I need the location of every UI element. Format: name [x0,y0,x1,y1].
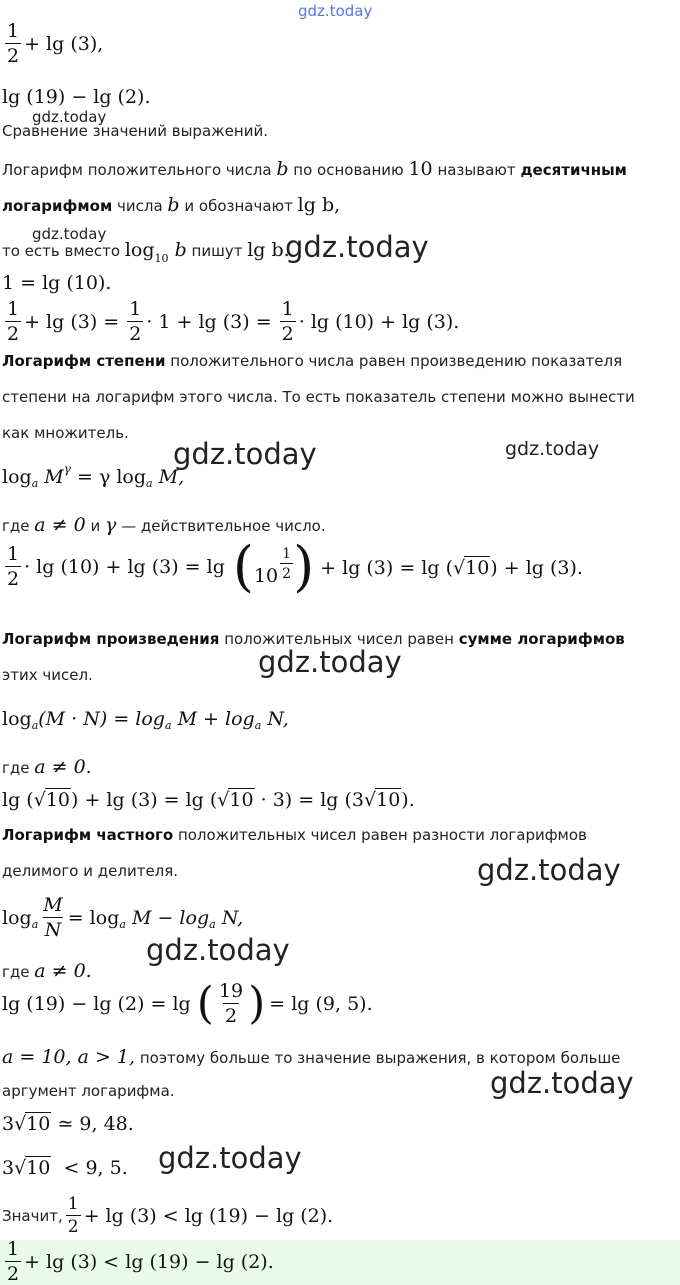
condition-line: где a ≠ 0 и γ — действительное число. [2,514,326,536]
definition-line-2: логарифмом числа b и обозначают lg b, [2,194,341,216]
watermark: gdz.today [158,1141,302,1175]
product-rule-formula: log a (M · N) = log a M + log a N, [2,708,289,732]
quotient-applied-equation: lg (19) − lg (2) = lg ( $\frac{19}{2}$ ) = lg (9, 5). [2,978,373,1029]
power-rule-line-2: степени на логарифм этого числа. То есть показатель степени можно вынести [2,388,635,406]
expression-1: $\frac{1}{2}$ + lg (3), [7,20,104,67]
condition-a-1: где a ≠ 0. [2,756,92,778]
product-applied-equation: lg (√10) + lg (3) = lg (√10 · 3) = lg (3√10). [2,789,415,811]
definition-line-3: то есть вместо $\log_{10} b$ пишут lg b. [2,239,290,265]
watermark: gdz.today [285,230,429,264]
base-comparison-line-1: a = 10, a > 1, поэтому больше то значение выражения, в котором больше [2,1046,621,1068]
power-applied-equation: $\frac{1}{2}$ · lg (10) + lg (3) = lg ( 10 $\frac{1}{2}$ ) + lg (3) = lg (√10) + lg (3). [7,535,583,598]
expression-2: lg (19) − lg (2). [2,86,151,108]
compare-line: 3 √ 10 < 9, 5. [2,1156,128,1179]
quotient-rule-formula: log a $\frac{M}{N}$ = log a M − log a N, [2,894,244,941]
product-rule-line-2: этих чисел. [2,666,93,684]
watermark: gdz.today [146,933,290,967]
conclusion-line: Значит, $\frac{1}{2}$ + lg (3) < lg (19) − lg (2). [2,1194,334,1237]
approx-line: 3 √ 10 ≃ 9, 48. [2,1112,134,1135]
watermark: gdz.today [505,438,600,460]
final-answer: $\frac{1}{2}$ + lg (3) < lg (19) − lg (2). [7,1238,274,1285]
equation-one: 1 = lg (10). [2,272,112,294]
definition-line-1: Логарифм положительного числа b по основанию 10 называют десятичным [2,158,627,180]
transform-equation: $\frac{1}{2}$ + lg (3) = $\frac{1}{2}$ · 1 + lg (3) = $\frac{1}{2}$ · lg (10) + lg (3). [7,298,460,345]
quotient-rule-line-1: Логарифм частного положительных чисел равен разности логарифмов [2,826,587,844]
compare-heading: Сравнение значений выражений. [2,122,268,140]
power-rule-line-1: Логарифм степени положительного числа равен произведению показателя [2,352,623,370]
fraction: $\frac{1}{2}$ [7,20,20,67]
watermark: gdz.today [173,437,317,471]
watermark: gdz.today [32,108,107,126]
watermark-top: gdz.today [298,2,373,20]
watermark: gdz.today [32,225,107,243]
power-rule-formula: log a M γ = γ log a M, [2,462,185,490]
watermark: gdz.today [490,1066,634,1100]
power-rule-line-3: как множитель. [2,424,129,442]
base-comparison-line-2: аргумент логарифма. [2,1082,175,1100]
product-rule-line-1: Логарифм произведения положительных чисел равен сумме логарифмов [2,630,625,648]
watermark: gdz.today [477,853,621,887]
condition-a-2: где a ≠ 0. [2,960,92,982]
watermark: gdz.today [258,645,402,679]
quotient-rule-line-2: делимого и делителя. [2,862,179,880]
